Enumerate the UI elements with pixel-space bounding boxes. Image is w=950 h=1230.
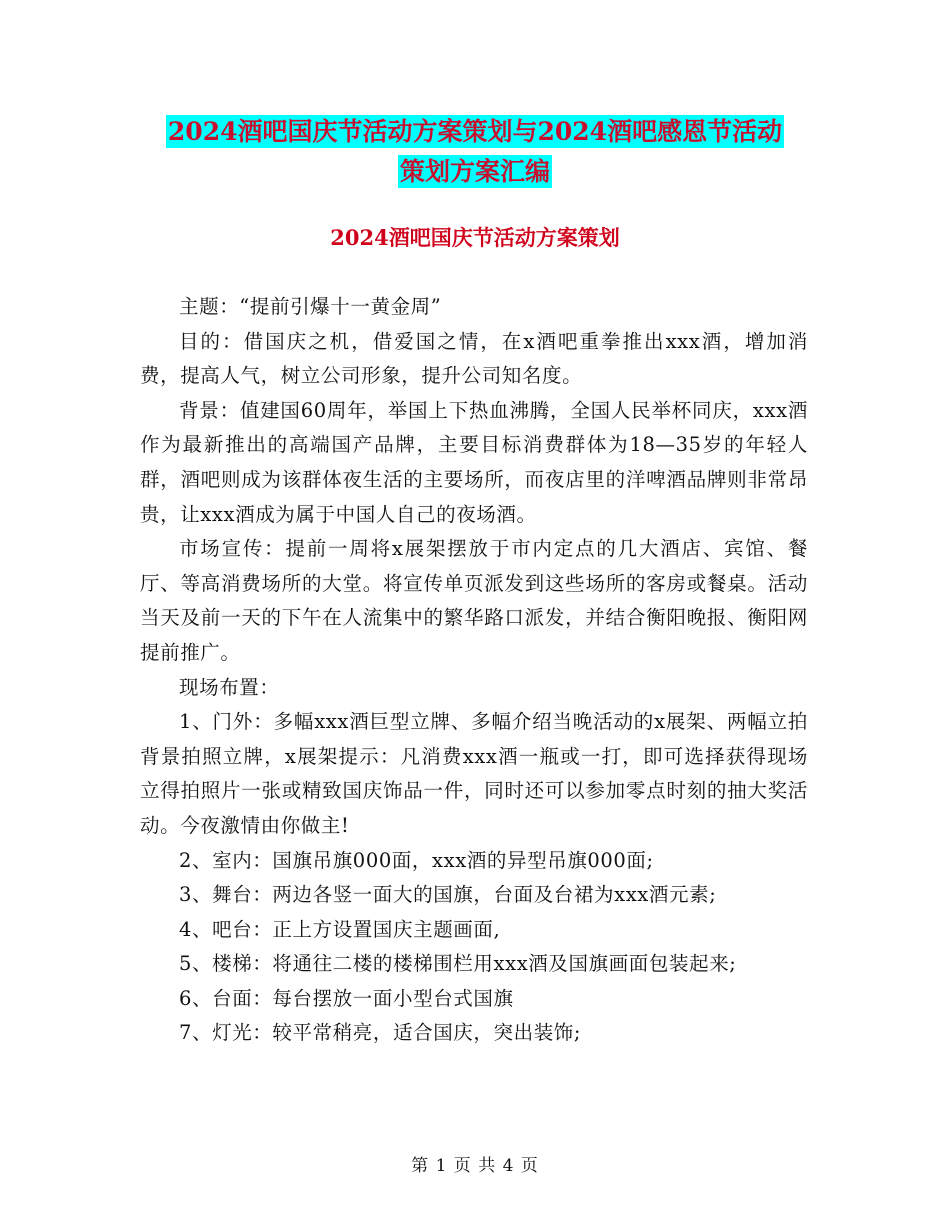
document-body — [140, 290, 808, 1051]
document-title-line-2 — [0, 156, 950, 188]
list-item-bar: 4、吧台：正上方设置国庆主题画面, — [179, 917, 501, 941]
title-highlight: 2024酒吧国庆节活动方案策划与2024酒吧感恩节活动 — [167, 117, 783, 146]
title-highlight: 策划方案汇编 — [399, 157, 550, 186]
document-title-line-1 — [0, 116, 950, 148]
paragraph-purpose: 目的：借国庆之机，借爱国之情，在x酒吧重拳推出xxx酒，增加消费，提高人气，树立公司形象，提升公司知名度。 — [140, 329, 808, 388]
page-footer: 第 1 页 共 4 页 — [411, 1156, 539, 1176]
list-item-stage: 3、舞台：两边各竖一面大的国旗，台面及台裙为xxx酒元素; — [179, 883, 717, 907]
list-item-indoor: 2、室内：国旗吊旗000面，xxx酒的异型吊旗000面; — [179, 848, 654, 872]
list-item-lighting: 7、灯光：较平常稍亮，适合国庆，突出装饰; — [179, 1021, 582, 1045]
paragraph-theme: 主题：“提前引爆十一黄金周” — [179, 295, 442, 318]
section-heading: 2024酒吧国庆节活动方案策划 — [330, 225, 620, 250]
paragraph-venue-setup: 现场布置： — [179, 675, 280, 699]
list-item-stairs: 5、楼梯：将通往二楼的楼梯围栏用xxx酒及国旗画面包装起来; — [179, 952, 737, 976]
paragraph-background: 背景：值建国60周年，举国上下热血沸腾，全国人民举杯同庆，xxx酒作为最新推出的高端国产品牌，主要目标消费群体为18—35岁的年轻人群，酒吧则成为该群体夜生活的主要场所，而夜店里的洋啤酒品牌则非常昂贵，让xxx酒成为属于中国人自己的夜场酒。 — [140, 398, 808, 526]
list-item-door: 1、门外：多幅xxx酒巨型立牌、多幅介绍当晚活动的x展架、两幅立拍背景拍照立牌，x展架提示：凡消费xxx酒一瓶或一打，即可选择获得现场立得拍照片一张或精致国庆饰品一件，同时还可以参加零点时刻的抽大奖活动。今夜激情由你做主! — [140, 710, 808, 837]
list-item-tables: 6、台面：每台摆放一面小型台式国旗 — [179, 986, 514, 1010]
paragraph-marketing: 市场宣传：提前一周将x展架摆放于市内定点的几大酒店、宾馆、餐厅、等高消费场所的大堂。将宣传单页派发到这些场所的客房或餐桌。活动当天及前一天的下午在人流集中的繁华路口派发，并结合衡阳晚报、衡阳网提前推广。 — [140, 537, 808, 664]
